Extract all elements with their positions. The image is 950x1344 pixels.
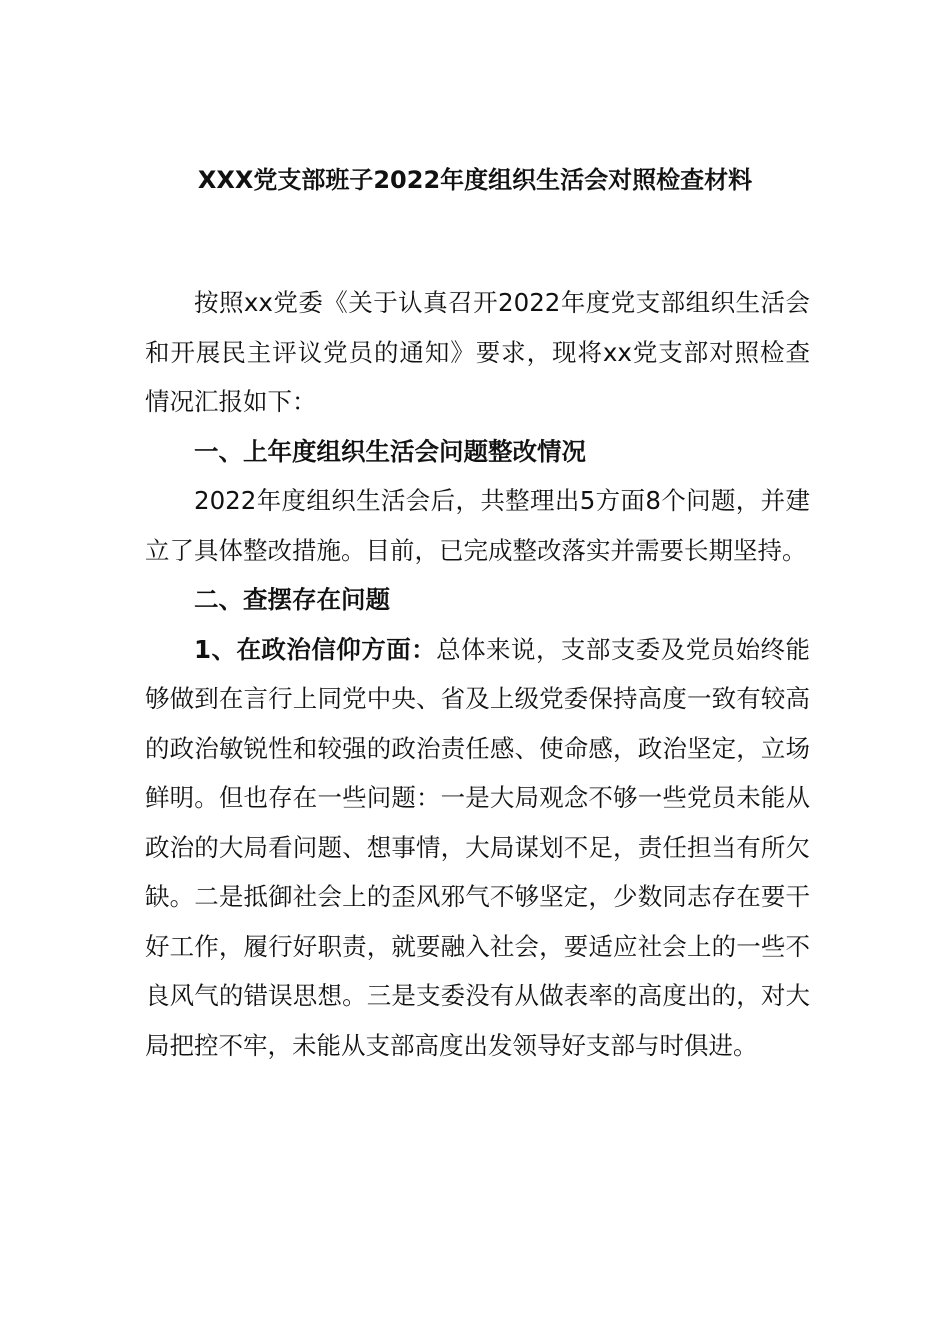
section-2-item-1-body: 总体来说，支部支委及党员始终能够做到在言行上同党中央、省及上级党委保持高度一致有较高的政治敏锐性和较强的政治责任感、使命感，政治坚定，立场鲜明。但也存在一些问题：一是大局观念不够一些党员未能从政治的大局看问题、想事情，大局谋划不足，责任担当有所欠缺。二是抵御社会上的歪风邪气不够坚定，少数同志存在要干好工作，履行好职责，就要融入社会，要适应社会上的一些不良风气的错误思想。三是支委没有从做表率的高度出的，对大局把控不牢，未能从支部高度出发领导好支部与时俱进。: [145, 634, 811, 1060]
section-1-heading: 一、上年度组织生活会问题整改情况: [194, 436, 586, 466]
section-2-item-1-label: 1、在政治信仰方面：: [194, 634, 437, 664]
section-2-item-1-paragraph: [145, 625, 810, 1071]
section-1-paragraph: 2022年度组织生活会后，共整理出5方面8个问题，并建立了具体整改措施。目前，已完成整改落实并需要长期坚持。: [145, 486, 810, 565]
document-body: [145, 278, 810, 1070]
document-title: XXX党支部班子2022年度组织生活会对照检查材料: [197, 166, 753, 194]
intro-paragraph: 按照xx党委《关于认真召开2022年度党支部组织生活会和开展民主评议党员的通知》要求，现将xx党支部对照检查情况汇报如下：: [145, 288, 810, 416]
section-2-heading: 二、查摆存在问题: [194, 585, 390, 614]
